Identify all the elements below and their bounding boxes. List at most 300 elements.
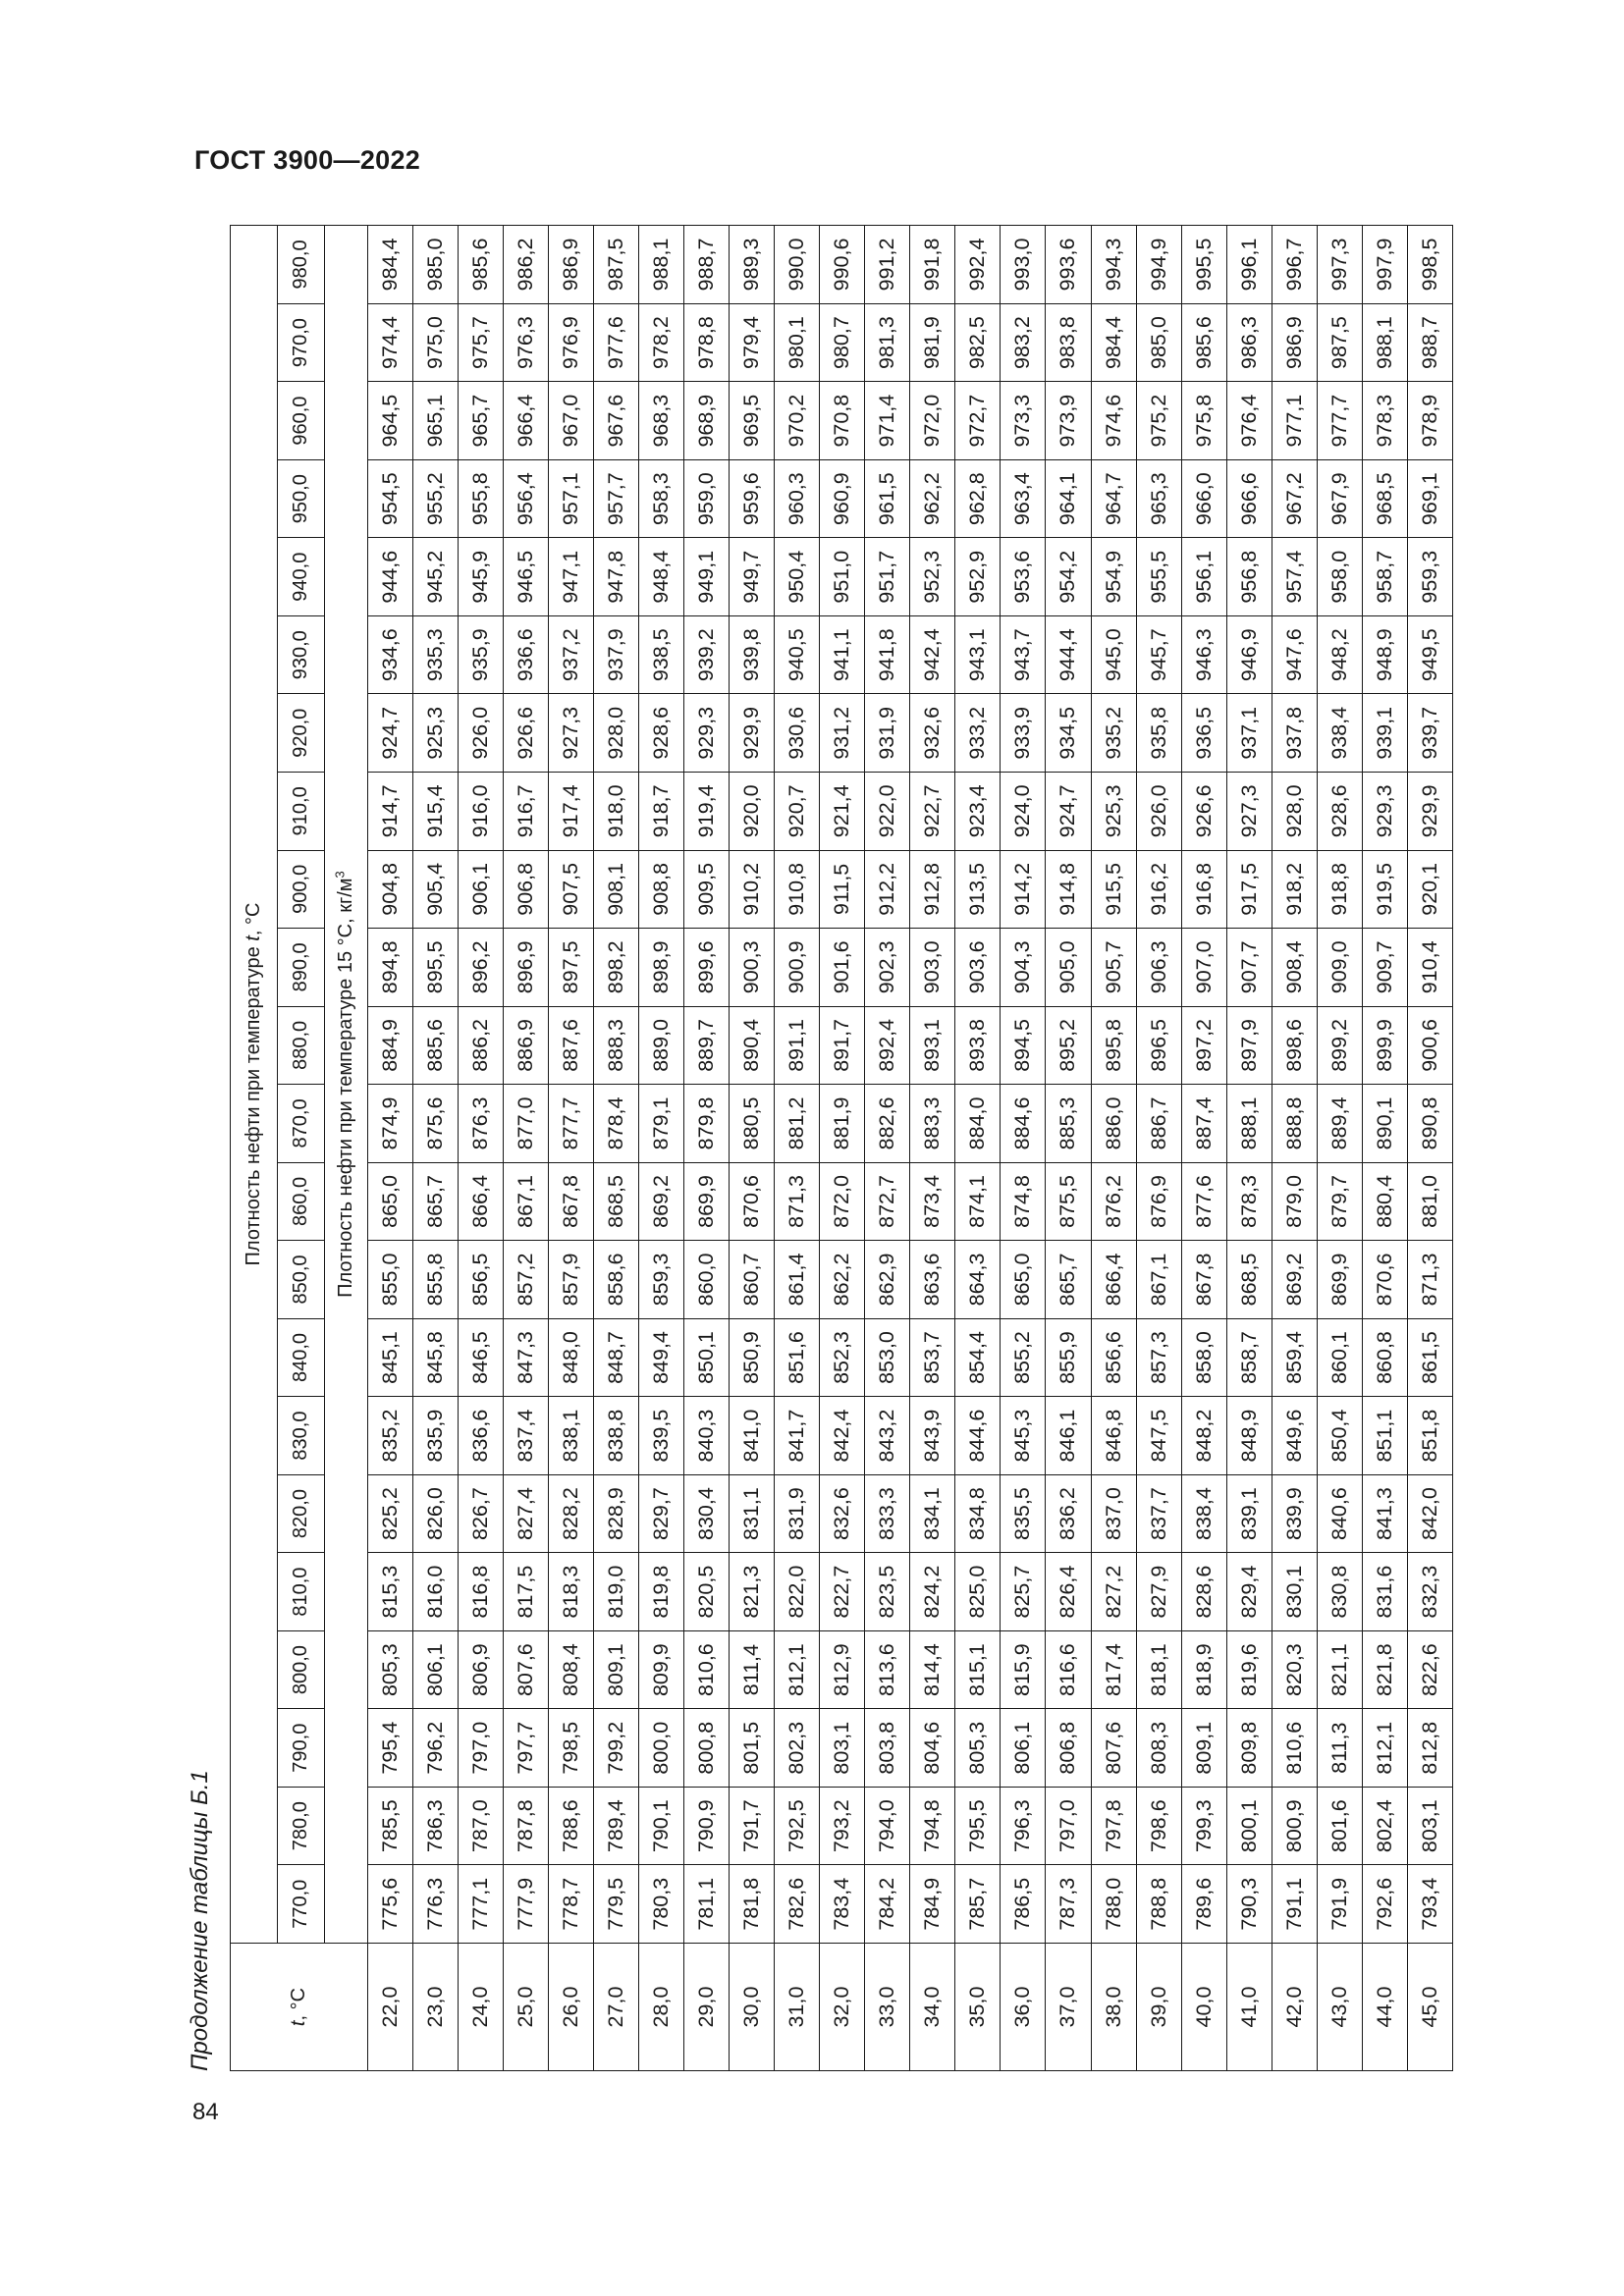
density-cell: 977,7	[1317, 382, 1362, 460]
density-cell: 909,5	[684, 850, 730, 929]
column-header: 810,0	[278, 1553, 325, 1631]
table-row	[1181, 226, 1226, 2071]
density-cell: 838,4	[1181, 1474, 1226, 1553]
density-cell: 787,3	[1046, 1865, 1091, 1944]
density-cell: 935,8	[1136, 694, 1181, 773]
density-cell: 803,1	[820, 1709, 865, 1788]
density-cell: 811,4	[730, 1630, 775, 1709]
density-cell: 796,2	[413, 1709, 459, 1788]
density-cell: 818,3	[549, 1553, 594, 1631]
density-cell: 797,0	[459, 1709, 504, 1788]
density-cell: 916,8	[1181, 850, 1226, 929]
density-cell: 883,3	[910, 1085, 955, 1163]
density-cell: 984,4	[1091, 303, 1136, 382]
density-cell: 785,5	[368, 1787, 413, 1865]
density-cell: 804,6	[910, 1709, 955, 1788]
density-cell: 843,2	[865, 1397, 910, 1475]
density-cell: 848,2	[1181, 1397, 1226, 1475]
density-cell: 979,4	[730, 303, 775, 382]
density-cell: 901,6	[820, 929, 865, 1007]
density-cell: 893,1	[910, 1006, 955, 1085]
density-cell: 861,5	[1407, 1318, 1452, 1397]
temperature-cell: 43,0	[1317, 1944, 1362, 2071]
column-header: 890,0	[278, 929, 325, 1007]
density-cell: 966,0	[1181, 459, 1226, 538]
density-cell: 985,0	[1136, 303, 1181, 382]
density-cell: 779,5	[594, 1865, 639, 1944]
density-cell: 997,3	[1317, 226, 1362, 304]
density-cell: 987,5	[1317, 303, 1362, 382]
density-cell: 857,3	[1136, 1318, 1181, 1397]
density-cell: 889,0	[639, 1006, 684, 1085]
density-cell: 966,6	[1226, 459, 1272, 538]
density-cell: 898,6	[1272, 1006, 1317, 1085]
density-cell: 803,8	[865, 1709, 910, 1788]
column-header: 860,0	[278, 1162, 325, 1241]
density-cell: 788,6	[549, 1787, 594, 1865]
density-cell: 895,5	[413, 929, 459, 1007]
density-cell: 896,9	[504, 929, 549, 1007]
density-cell: 944,4	[1046, 615, 1091, 694]
density-cell: 831,1	[730, 1474, 775, 1553]
density-cell: 879,8	[684, 1085, 730, 1163]
density-cell: 951,0	[820, 538, 865, 616]
table-head	[231, 226, 368, 2071]
density-cell: 967,0	[549, 382, 594, 460]
density-cell: 992,4	[955, 226, 1001, 304]
density-cell: 831,9	[775, 1474, 820, 1553]
density-cell: 942,4	[910, 615, 955, 694]
temperature-cell: 23,0	[413, 1944, 459, 2071]
column-header: 920,0	[278, 694, 325, 773]
density-cell: 862,2	[820, 1241, 865, 1319]
density-cell: 848,0	[549, 1318, 594, 1397]
density-cell: 806,1	[413, 1630, 459, 1709]
density-cell: 940,5	[775, 615, 820, 694]
density-cell: 924,7	[368, 694, 413, 773]
density-cell: 981,9	[910, 303, 955, 382]
table-row	[865, 226, 910, 2071]
density-cell: 777,1	[459, 1865, 504, 1944]
density-cell: 948,9	[1362, 615, 1407, 694]
density-cell: 911,5	[820, 850, 865, 929]
density-cell: 914,8	[1046, 850, 1091, 929]
density-cell: 964,7	[1091, 459, 1136, 538]
density-cell: 993,6	[1046, 226, 1091, 304]
density-cell: 827,2	[1091, 1553, 1136, 1631]
density-cell: 875,6	[413, 1085, 459, 1163]
density-cell: 865,7	[1046, 1241, 1091, 1319]
density-cell: 801,6	[1317, 1787, 1362, 1865]
density-cell: 955,8	[459, 459, 504, 538]
density-cell: 888,8	[1272, 1085, 1317, 1163]
density-cell: 871,3	[1407, 1241, 1452, 1319]
column-header: 790,0	[278, 1709, 325, 1788]
density-cell: 886,7	[1136, 1085, 1181, 1163]
density-cell: 867,8	[1181, 1241, 1226, 1319]
density-cell: 912,2	[865, 850, 910, 929]
density-cell: 960,3	[775, 459, 820, 538]
density-cell: 974,4	[368, 303, 413, 382]
density-cell: 858,0	[1181, 1318, 1226, 1397]
density-cell: 816,0	[413, 1553, 459, 1631]
density-cell: 918,8	[1317, 850, 1362, 929]
density-cell: 884,0	[955, 1085, 1001, 1163]
density-cell: 955,5	[1136, 538, 1181, 616]
density-cell: 899,6	[684, 929, 730, 1007]
density-cell: 835,2	[368, 1397, 413, 1475]
density-cell: 836,6	[459, 1397, 504, 1475]
density-cell: 948,4	[639, 538, 684, 616]
table-row	[820, 226, 865, 2071]
density-cell: 975,7	[459, 303, 504, 382]
temperature-cell: 45,0	[1407, 1944, 1452, 2071]
temperature-cell: 24,0	[459, 1944, 504, 2071]
density-cell: 900,9	[775, 929, 820, 1007]
density-cell: 896,2	[459, 929, 504, 1007]
density-cell: 788,8	[1136, 1865, 1181, 1944]
density-cell: 825,7	[1001, 1553, 1046, 1631]
density-cell: 818,1	[1136, 1630, 1181, 1709]
density-cell: 967,2	[1272, 459, 1317, 538]
density-cell: 929,3	[1362, 773, 1407, 851]
density-cell: 919,5	[1362, 850, 1407, 929]
density-cell: 966,4	[504, 382, 549, 460]
density-cell: 994,9	[1136, 226, 1181, 304]
density-cell: 909,0	[1317, 929, 1362, 1007]
density-cell: 821,3	[730, 1553, 775, 1631]
density-cell: 946,3	[1181, 615, 1226, 694]
density-cell: 896,5	[1136, 1006, 1181, 1085]
density-cell: 822,7	[820, 1553, 865, 1631]
density-cell: 886,0	[1091, 1085, 1136, 1163]
density-cell: 946,5	[504, 538, 549, 616]
group-header-unit: , °C	[243, 902, 264, 936]
density-cell: 908,1	[594, 850, 639, 929]
density-cell: 790,9	[684, 1787, 730, 1865]
density-cell: 961,5	[865, 459, 910, 538]
density-cell: 809,9	[639, 1630, 684, 1709]
density-cell: 978,8	[684, 303, 730, 382]
temperature-cell: 41,0	[1226, 1944, 1272, 2071]
density-cell: 860,0	[684, 1241, 730, 1319]
density-cell: 943,1	[955, 615, 1001, 694]
density-cell: 957,7	[594, 459, 639, 538]
density-cell: 885,6	[413, 1006, 459, 1085]
density-cell: 802,4	[1362, 1787, 1407, 1865]
density-cell: 991,2	[865, 226, 910, 304]
density-cell: 977,6	[594, 303, 639, 382]
density-cell: 968,5	[1362, 459, 1407, 538]
density-cell: 985,0	[413, 226, 459, 304]
density-cell: 904,8	[368, 850, 413, 929]
density-cell: 952,3	[910, 538, 955, 616]
density-cell: 936,5	[1181, 694, 1226, 773]
density-cell: 846,5	[459, 1318, 504, 1397]
density-cell: 820,5	[684, 1553, 730, 1631]
density-cell: 945,0	[1091, 615, 1136, 694]
density-cell: 833,3	[865, 1474, 910, 1553]
density-cell: 871,3	[775, 1162, 820, 1241]
density-cell: 823,5	[865, 1553, 910, 1631]
density-cell: 776,3	[413, 1865, 459, 1944]
density-cell: 935,2	[1091, 694, 1136, 773]
density-cell: 983,2	[1001, 303, 1046, 382]
density-cell: 910,8	[775, 850, 820, 929]
column-header: 960,0	[278, 382, 325, 460]
density-cell: 849,6	[1272, 1397, 1317, 1475]
density-cell: 954,2	[1046, 538, 1091, 616]
density-cell: 906,8	[504, 850, 549, 929]
density-cell: 914,7	[368, 773, 413, 851]
density-cell: 996,1	[1226, 226, 1272, 304]
density-cell: 893,8	[955, 1006, 1001, 1085]
density-cell: 978,9	[1407, 382, 1452, 460]
density-cell: 985,6	[459, 226, 504, 304]
density-cell: 812,9	[820, 1630, 865, 1709]
density-cell: 936,6	[504, 615, 549, 694]
column-header: 900,0	[278, 850, 325, 929]
density-cell: 994,3	[1091, 226, 1136, 304]
density-cell: 890,1	[1362, 1085, 1407, 1163]
density-cell: 867,8	[549, 1162, 594, 1241]
group-header-text: Плотность нефти при температуре	[243, 940, 264, 1266]
density-cell: 921,4	[820, 773, 865, 851]
density-cell: 890,8	[1407, 1085, 1452, 1163]
density-cell: 906,3	[1136, 929, 1181, 1007]
density-cell: 946,9	[1226, 615, 1272, 694]
density-cell: 874,1	[955, 1162, 1001, 1241]
density-cell: 916,7	[504, 773, 549, 851]
column-header: 830,0	[278, 1397, 325, 1475]
density-cell: 908,8	[639, 850, 684, 929]
density-cell: 850,9	[730, 1318, 775, 1397]
table-body	[368, 226, 1453, 2071]
density-cell: 857,9	[549, 1241, 594, 1319]
density-cell: 806,8	[1046, 1709, 1091, 1788]
density-cell: 821,1	[1317, 1630, 1362, 1709]
density-cell: 897,9	[1226, 1006, 1272, 1085]
density-cell: 795,4	[368, 1709, 413, 1788]
density-cell: 917,4	[549, 773, 594, 851]
density-cell: 850,4	[1317, 1397, 1362, 1475]
density-cell: 812,8	[1407, 1709, 1452, 1788]
column-header: 780,0	[278, 1787, 325, 1865]
density-cell: 929,9	[730, 694, 775, 773]
density-cell: 812,1	[1362, 1709, 1407, 1788]
density-cell: 945,2	[413, 538, 459, 616]
density-cell: 924,0	[1001, 773, 1046, 851]
density-cell: 954,9	[1091, 538, 1136, 616]
density-cell: 928,6	[1317, 773, 1362, 851]
density-cell: 927,3	[549, 694, 594, 773]
table-row	[1362, 226, 1407, 2071]
density-cell: 943,7	[1001, 615, 1046, 694]
density-cell: 938,4	[1317, 694, 1362, 773]
density-cell: 858,7	[1226, 1318, 1272, 1397]
density-cell: 787,0	[459, 1787, 504, 1865]
density-cell: 903,0	[910, 929, 955, 1007]
density-cell: 821,8	[1362, 1630, 1407, 1709]
density-cell: 815,3	[368, 1553, 413, 1631]
density-cell: 884,6	[1001, 1085, 1046, 1163]
temperature-cell: 38,0	[1091, 1944, 1136, 2071]
density-cell: 922,0	[865, 773, 910, 851]
density-cell: 792,5	[775, 1787, 820, 1865]
density-cell: 967,6	[594, 382, 639, 460]
density-cell: 853,0	[865, 1318, 910, 1397]
density-cell: 798,6	[1136, 1787, 1181, 1865]
density-cell: 964,5	[368, 382, 413, 460]
density-cell: 827,4	[504, 1474, 549, 1553]
density-cell: 939,1	[1362, 694, 1407, 773]
density-cell: 782,6	[775, 1865, 820, 1944]
density-cell: 989,3	[730, 226, 775, 304]
density-cell: 928,0	[1272, 773, 1317, 851]
density-cell: 826,7	[459, 1474, 504, 1553]
density-cell: 926,6	[1181, 773, 1226, 851]
table-row	[594, 226, 639, 2071]
density-cell: 900,6	[1407, 1006, 1452, 1085]
density-cell: 814,4	[910, 1630, 955, 1709]
temperature-cell: 44,0	[1362, 1944, 1407, 2071]
density-cell: 956,1	[1181, 538, 1226, 616]
density-cell: 895,2	[1046, 1006, 1091, 1085]
density-cell: 877,7	[549, 1085, 594, 1163]
density-cell: 948,2	[1317, 615, 1362, 694]
density-cell: 819,6	[1226, 1630, 1272, 1709]
density-cell: 976,9	[549, 303, 594, 382]
density-cell: 939,8	[730, 615, 775, 694]
density-cell: 825,0	[955, 1553, 1001, 1631]
temperature-cell: 28,0	[639, 1944, 684, 2071]
temperature-cell: 30,0	[730, 1944, 775, 2071]
density-cell: 810,6	[684, 1630, 730, 1709]
density-cell: 926,0	[1136, 773, 1181, 851]
density-cell: 855,8	[413, 1241, 459, 1319]
temperature-column-header	[231, 1944, 368, 2071]
table-row	[1136, 226, 1181, 2071]
density-cell: 933,9	[1001, 694, 1046, 773]
temperature-cell: 33,0	[865, 1944, 910, 2071]
density-cell: 958,0	[1317, 538, 1362, 616]
density-cell: 973,9	[1046, 382, 1091, 460]
density-cell: 902,3	[865, 929, 910, 1007]
density-cell: 956,4	[504, 459, 549, 538]
density-cell: 920,7	[775, 773, 820, 851]
density-cell: 783,4	[820, 1865, 865, 1944]
density-cell: 815,1	[955, 1630, 1001, 1709]
density-cell: 957,4	[1272, 538, 1317, 616]
density-cell: 947,8	[594, 538, 639, 616]
density-cell: 847,3	[504, 1318, 549, 1397]
density-cell: 792,6	[1362, 1865, 1407, 1944]
density-cell: 876,9	[1136, 1162, 1181, 1241]
density-cell: 812,1	[775, 1630, 820, 1709]
density-cell: 793,2	[820, 1787, 865, 1865]
density-cell: 790,1	[639, 1787, 684, 1865]
density-cell: 797,0	[1046, 1787, 1091, 1865]
density-cell: 919,4	[684, 773, 730, 851]
density-cell: 829,7	[639, 1474, 684, 1553]
density-cell: 886,9	[504, 1006, 549, 1085]
temperature-cell: 29,0	[684, 1944, 730, 2071]
density-cell: 908,4	[1272, 929, 1317, 1007]
density-cell: 786,3	[413, 1787, 459, 1865]
density-cell: 815,9	[1001, 1630, 1046, 1709]
density-cell: 808,3	[1136, 1709, 1181, 1788]
density-cell: 981,3	[865, 303, 910, 382]
density-cell: 899,9	[1362, 1006, 1407, 1085]
column-header: 980,0	[278, 226, 325, 304]
density-cell: 817,5	[504, 1553, 549, 1631]
density-cell: 820,3	[1272, 1630, 1317, 1709]
density-cell: 974,6	[1091, 382, 1136, 460]
density-cell: 912,8	[910, 850, 955, 929]
density-cell: 988,7	[1407, 303, 1452, 382]
density-cell: 849,4	[639, 1318, 684, 1397]
density-cell: 909,7	[1362, 929, 1407, 1007]
density-cell: 937,9	[594, 615, 639, 694]
density-cell: 913,5	[955, 850, 1001, 929]
density-cell: 889,4	[1317, 1085, 1362, 1163]
density-cell: 980,7	[820, 303, 865, 382]
density-cell: 986,3	[1226, 303, 1272, 382]
density-cell: 851,8	[1407, 1397, 1452, 1475]
density-cell: 956,8	[1226, 538, 1272, 616]
density-cell: 903,6	[955, 929, 1001, 1007]
density-cell: 949,7	[730, 538, 775, 616]
density-cell: 934,5	[1046, 694, 1091, 773]
temperature-unit: , °C	[288, 1987, 309, 2021]
density-cell: 839,5	[639, 1397, 684, 1475]
density-cell: 924,7	[1046, 773, 1091, 851]
density-cell: 831,6	[1362, 1553, 1407, 1631]
density-cell: 910,2	[730, 850, 775, 929]
density-cell: 990,6	[820, 226, 865, 304]
density-cell: 962,2	[910, 459, 955, 538]
density-cell: 962,8	[955, 459, 1001, 538]
density-cell: 853,7	[910, 1318, 955, 1397]
table-row	[639, 226, 684, 2071]
density-cell: 878,3	[1226, 1162, 1272, 1241]
density-cell: 819,0	[594, 1553, 639, 1631]
density-cell: 835,9	[413, 1397, 459, 1475]
density-cell: 837,7	[1136, 1474, 1181, 1553]
density-cell: 884,9	[368, 1006, 413, 1085]
density-cell: 809,8	[1226, 1709, 1272, 1788]
density-cell: 891,1	[775, 1006, 820, 1085]
density-cell: 856,6	[1091, 1318, 1136, 1397]
density-cell: 825,2	[368, 1474, 413, 1553]
density-cell: 881,2	[775, 1085, 820, 1163]
density-cell: 806,9	[459, 1630, 504, 1709]
column-header: 970,0	[278, 303, 325, 382]
density-cell: 874,9	[368, 1085, 413, 1163]
density-cell: 888,1	[1226, 1085, 1272, 1163]
column-header: 800,0	[278, 1630, 325, 1709]
density-cell: 914,2	[1001, 850, 1046, 929]
density-cell: 845,3	[1001, 1397, 1046, 1475]
density-cell: 816,6	[1046, 1630, 1091, 1709]
temperature-cell: 27,0	[594, 1944, 639, 2071]
density-cell: 934,6	[368, 615, 413, 694]
density-cell: 842,0	[1407, 1474, 1452, 1553]
column-header: 840,0	[278, 1318, 325, 1397]
density-cell: 842,4	[820, 1397, 865, 1475]
group-header	[231, 226, 278, 1944]
density-cell: 967,9	[1317, 459, 1362, 538]
